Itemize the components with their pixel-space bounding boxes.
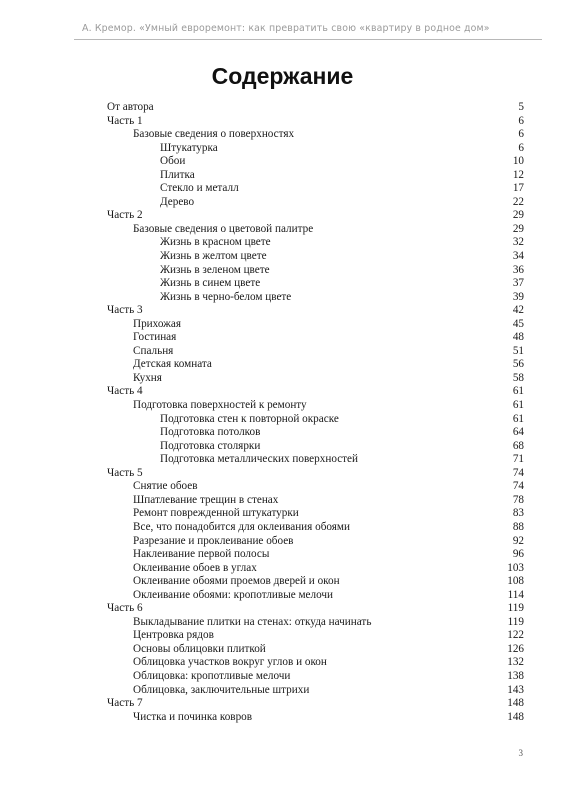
page-number: 3: [518, 748, 523, 758]
toc-entry-page: 42: [512, 304, 524, 317]
toc-entry[interactable]: [0, 521, 565, 535]
toc-entry[interactable]: [0, 453, 565, 467]
toc-entry[interactable]: [0, 331, 565, 345]
toc-entry-label: Шпатлевание трещин в стенах: [133, 493, 279, 506]
toc-entry-page: 61: [512, 385, 524, 398]
toc-entry-page: 32: [512, 236, 524, 249]
toc-entry-label: Базовые сведения о поверхностях: [133, 128, 295, 141]
toc-entry-page: 34: [512, 250, 524, 263]
toc-entry-label: Оклеивание обоев в углах: [133, 561, 257, 574]
toc-entry[interactable]: [0, 196, 565, 210]
toc-entry-label: Облицовка участков вокруг углов и окон: [133, 656, 327, 669]
toc-entry-label: Жизнь в зеленом цвете: [160, 263, 270, 276]
toc-entry-page: 74: [512, 466, 524, 479]
toc-entry[interactable]: [0, 385, 565, 399]
toc-entry[interactable]: [0, 318, 565, 332]
toc-entry-label: Часть 3: [107, 304, 143, 317]
toc-entry-page: 148: [507, 710, 524, 723]
toc-entry-label: Жизнь в красном цвете: [160, 236, 271, 249]
toc-entry-label: Часть 5: [107, 466, 143, 479]
toc-entry-page: 29: [512, 209, 524, 222]
toc-entry-page: 37: [512, 277, 524, 290]
toc-entry-label: Оклеивание обоями проемов дверей и окон: [133, 575, 340, 588]
toc-entry[interactable]: [0, 629, 565, 643]
toc-entry[interactable]: [0, 413, 565, 427]
toc-entry[interactable]: [0, 643, 565, 657]
toc-entry[interactable]: [0, 277, 565, 291]
toc-entry-label: Все, что понадобится для оклеивания обоями: [133, 520, 350, 533]
page-title: Содержание: [211, 63, 354, 89]
toc-entry-page: 78: [512, 493, 524, 506]
toc-entry[interactable]: [0, 372, 565, 386]
header-divider: [74, 39, 542, 40]
toc-entry-label: Дерево: [160, 195, 195, 208]
toc-entry-page: 29: [512, 222, 524, 235]
toc-entry-page: 126: [507, 642, 524, 655]
toc-entry-label: Подготовка стен к повторной окраске: [160, 412, 339, 425]
toc-entry[interactable]: [0, 440, 565, 454]
toc-entry[interactable]: [0, 711, 565, 725]
toc-entry-label: Облицовка, заключительные штрихи: [133, 683, 310, 696]
toc-entry-page: 39: [512, 290, 524, 303]
toc-entry[interactable]: [0, 426, 565, 440]
toc-entry-page: 48: [512, 331, 524, 344]
toc-entry-label: Подготовка столярки: [160, 439, 261, 452]
toc-entry-page: 138: [507, 669, 524, 682]
toc-entry-page: 5: [518, 101, 524, 113]
toc-entry-label: Подготовка поверхностей к ремонту: [133, 399, 307, 412]
toc-entry-page: 61: [512, 412, 524, 425]
toc-entry-page: 58: [512, 371, 524, 384]
toc-entry-label: Стекло и металл: [160, 182, 239, 195]
toc-entry-label: От автора: [107, 101, 154, 113]
toc-entry[interactable]: [0, 602, 565, 616]
toc-entry-page: 61: [512, 399, 524, 412]
toc-entry[interactable]: [0, 291, 565, 305]
toc-entry-page: 122: [507, 629, 524, 642]
toc-entry[interactable]: [0, 697, 565, 711]
toc-entry-page: 96: [512, 548, 524, 561]
toc-entry[interactable]: [0, 399, 565, 413]
toc-entry-label: Подготовка металлических поверхностей: [160, 453, 358, 466]
toc-entry-page: 51: [512, 344, 524, 357]
table-of-contents: [0, 101, 565, 724]
toc-entry-label: Обои: [160, 155, 186, 168]
toc-entry[interactable]: [0, 155, 565, 169]
toc-entry-label: Часть 1: [107, 114, 143, 127]
toc-entry-page: 74: [512, 480, 524, 493]
toc-entry-label: Детская комната: [133, 358, 212, 371]
toc-entry-label: Центровка рядов: [133, 629, 214, 642]
toc-entry-page: 103: [507, 561, 524, 574]
toc-entry[interactable]: [0, 684, 565, 698]
toc-entry-page: 36: [512, 263, 524, 276]
toc-entry[interactable]: [0, 182, 565, 196]
toc-entry-label: Часть 7: [107, 697, 143, 710]
toc-entry-label: Спальня: [133, 344, 174, 357]
toc-entry-page: 119: [507, 602, 524, 615]
toc-entry[interactable]: [0, 142, 565, 156]
toc-entry-label: Кухня: [133, 371, 162, 384]
toc-entry-label: Основы облицовки плиткой: [133, 642, 266, 655]
toc-entry[interactable]: [0, 589, 565, 603]
toc-entry-label: Жизнь в синем цвете: [160, 277, 261, 290]
toc-entry-page: 6: [518, 128, 524, 141]
toc-entry[interactable]: [0, 548, 565, 562]
toc-entry-page: 6: [518, 114, 524, 127]
toc-entry-page: 83: [512, 507, 524, 520]
toc-entry-page: 119: [507, 615, 524, 628]
toc-entry-label: Наклеивание первой полосы: [133, 548, 270, 561]
toc-entry[interactable]: [0, 304, 565, 318]
toc-entry-page: 148: [507, 697, 524, 710]
toc-entry-page: 68: [512, 439, 524, 452]
toc-entry[interactable]: [0, 480, 565, 494]
toc-entry-label: Часть 2: [107, 209, 143, 222]
toc-entry-label: Плитка: [160, 168, 195, 181]
toc-entry[interactable]: [0, 223, 565, 237]
toc-entry-page: 56: [512, 358, 524, 371]
toc-entry-page: 6: [518, 141, 524, 154]
toc-entry-label: Разрезание и проклеивание обоев: [133, 534, 294, 547]
toc-entry-page: 45: [512, 317, 524, 330]
toc-entry[interactable]: [0, 250, 565, 264]
toc-entry[interactable]: [0, 236, 565, 250]
toc-entry[interactable]: [0, 128, 565, 142]
toc-entry[interactable]: [0, 507, 565, 521]
toc-entry-label: Гостиная: [133, 331, 177, 344]
toc-entry[interactable]: [0, 616, 565, 630]
toc-entry-label: Базовые сведения о цветовой палитре: [133, 222, 314, 235]
toc-entry-page: 143: [507, 683, 524, 696]
toc-entry-label: Подготовка потолков: [160, 426, 261, 439]
toc-entry[interactable]: [0, 562, 565, 576]
toc-entry-label: Выкладывание плитки на стенах: откуда начинать: [133, 615, 372, 628]
toc-entry[interactable]: [0, 656, 565, 670]
toc-entry-page: 132: [507, 656, 524, 669]
toc-entry-label: Часть 6: [107, 602, 143, 615]
toc-entry[interactable]: [0, 467, 565, 481]
toc-entry-page: 12: [512, 168, 524, 181]
toc-entry-label: Жизнь в желтом цвете: [160, 250, 267, 263]
toc-entry[interactable]: [0, 115, 565, 129]
toc-entry-page: 114: [507, 588, 524, 601]
toc-entry-label: Ремонт поврежденной штукатурки: [133, 507, 299, 520]
toc-entry-page: 17: [512, 182, 524, 195]
toc-entry[interactable]: [0, 169, 565, 183]
toc-entry-label: Снятие обоев: [133, 480, 198, 493]
toc-entry-label: Облицовка: кропотливые мелочи: [133, 669, 291, 682]
toc-entry[interactable]: [0, 264, 565, 278]
toc-entry[interactable]: [0, 670, 565, 684]
toc-entry[interactable]: [0, 358, 565, 372]
toc-entry[interactable]: [0, 209, 565, 223]
toc-entry-label: Часть 4: [107, 385, 143, 398]
toc-entry-page: 64: [512, 426, 524, 439]
toc-entry-page: 88: [512, 520, 524, 533]
toc-entry-label: Прихожая: [133, 317, 181, 330]
toc-entry-label: Штукатурка: [160, 141, 218, 154]
toc-entry-label: Чистка и починка ковров: [133, 710, 253, 723]
toc-entry-page: 92: [512, 534, 524, 547]
toc-entry[interactable]: [0, 345, 565, 359]
toc-entry[interactable]: [0, 535, 565, 549]
toc-entry[interactable]: [0, 575, 565, 589]
running-header: А. Кремор. «Умный евроремонт: как превратить свою «квартиру в родное дом»: [82, 23, 490, 34]
toc-entry-page: 71: [512, 453, 524, 466]
toc-entry[interactable]: [0, 101, 565, 115]
toc-entry-page: 10: [512, 155, 524, 168]
toc-entry-page: 108: [507, 575, 524, 588]
toc-entry-label: Жизнь в черно-белом цвете: [160, 290, 292, 303]
toc-entry-label: Оклеивание обоями: кропотливые мелочи: [133, 588, 334, 601]
toc-entry-page: 22: [512, 195, 524, 208]
toc-entry[interactable]: [0, 494, 565, 508]
